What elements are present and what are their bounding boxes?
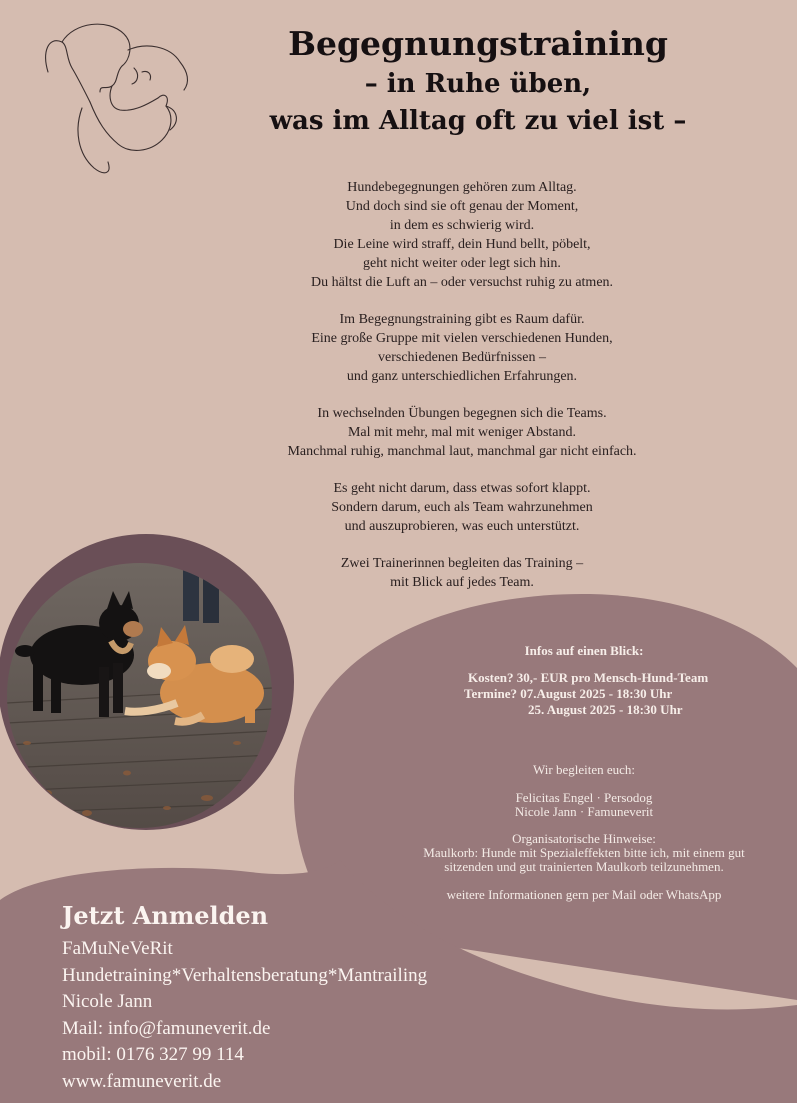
org-line-1: Maulkorb: Hunde mit Spezialeffekten bitte ich, mit einem gut: [423, 845, 745, 860]
paragraph: [240, 310, 684, 386]
couple-line-art-logo: [38, 12, 198, 182]
text-line: mit Blick auf jedes Team.: [390, 575, 534, 590]
subtitle-line-2: was im Alltag oft zu viel ist –: [269, 106, 687, 136]
text-line: Es geht nicht darum, dass etwas sofort klappt.: [333, 481, 591, 496]
accompany-line: Wir begleiten euch:: [533, 762, 635, 777]
brand-name: FaMuNeVeRit: [62, 938, 173, 959]
org-heading: Organisatorische Hinweise:: [512, 831, 656, 846]
poster-title: [240, 22, 716, 140]
text-line: in dem es schwierig wird.: [389, 218, 535, 233]
text-line: Und doch sind sie oft genau der Moment,: [345, 199, 579, 214]
text-line: Manchmal ruhig, manchmal laut, manchmal gar nicht einfach.: [287, 444, 637, 459]
signup-section: [62, 900, 427, 1095]
text-line: Sondern darum, euch als Team wahrzunehmen: [331, 500, 593, 515]
dogs-photo: [7, 563, 272, 828]
mail-line[interactable]: Mail: info@famuneverit.de: [62, 1017, 271, 1039]
dates-line: Termine? 07.August 2025 - 18:30 Uhr: [464, 686, 673, 701]
text-line: verschiedenen Bedürfnissen –: [378, 350, 546, 365]
trainer-2: Nicole Jann · Famuneverit: [514, 804, 654, 819]
date-2-line: 25. August 2025 - 18:30 Uhr: [528, 702, 683, 717]
website-line[interactable]: www.famuneverit.de: [62, 1070, 222, 1092]
text-line: und auszuprobieren, was euch unterstützt.: [344, 519, 580, 534]
org-line-2: sitzenden und gut trainierten Maulkorb teilzunehmen.: [444, 859, 724, 874]
paragraph: [240, 479, 684, 536]
trainer-1: Felicitas Engel · Persodog: [515, 790, 653, 805]
subtitle-line-1: – in Ruhe üben,: [364, 69, 592, 99]
main-title: Begegnungstraining: [288, 24, 668, 63]
text-line: Hundebegegnungen gehören zum Alltag.: [347, 180, 577, 195]
paragraph: [240, 404, 684, 461]
cost-and-dates: [464, 670, 709, 718]
signup-heading: Jetzt Anmelden: [62, 901, 269, 930]
info-heading: Infos auf einen Blick:: [524, 643, 644, 658]
text-line: In wechselnden Übungen begegnen sich die Teams.: [317, 406, 607, 421]
text-line: geht nicht weiter oder legt sich hin.: [363, 256, 561, 271]
more-info-line: weitere Informationen gern per Mail oder WhatsApp: [446, 887, 722, 902]
text-line: Eine große Gruppe mit vielen verschiedenen Hunden,: [311, 331, 613, 346]
text-line: Im Begegnungstraining gibt es Raum dafür.: [339, 312, 585, 327]
paragraph: [240, 554, 684, 592]
paragraph: [240, 178, 684, 292]
intro-text: [240, 178, 684, 610]
text-line: Zwei Trainerinnen begleiten das Training –: [340, 556, 584, 571]
phone-line[interactable]: mobil: 0176 327 99 114: [62, 1044, 244, 1065]
text-line: und ganz unterschiedlichen Erfahrungen.: [346, 369, 578, 384]
text-line: Mal mit mehr, mal mit weniger Abstand.: [347, 425, 577, 440]
contact-name: Nicole Jann: [62, 991, 153, 1012]
cost-line: Kosten? 30,- EUR pro Mensch-Hund-Team: [468, 670, 709, 685]
services-line: Hundetraining*Verhaltensberatung*Mantrailing: [62, 964, 428, 986]
text-line: Du hältst die Luft an – oder versuchst ruhig zu atmen.: [310, 275, 614, 290]
text-line: Die Leine wird straff, dein Hund bellt, pöbelt,: [333, 237, 591, 252]
